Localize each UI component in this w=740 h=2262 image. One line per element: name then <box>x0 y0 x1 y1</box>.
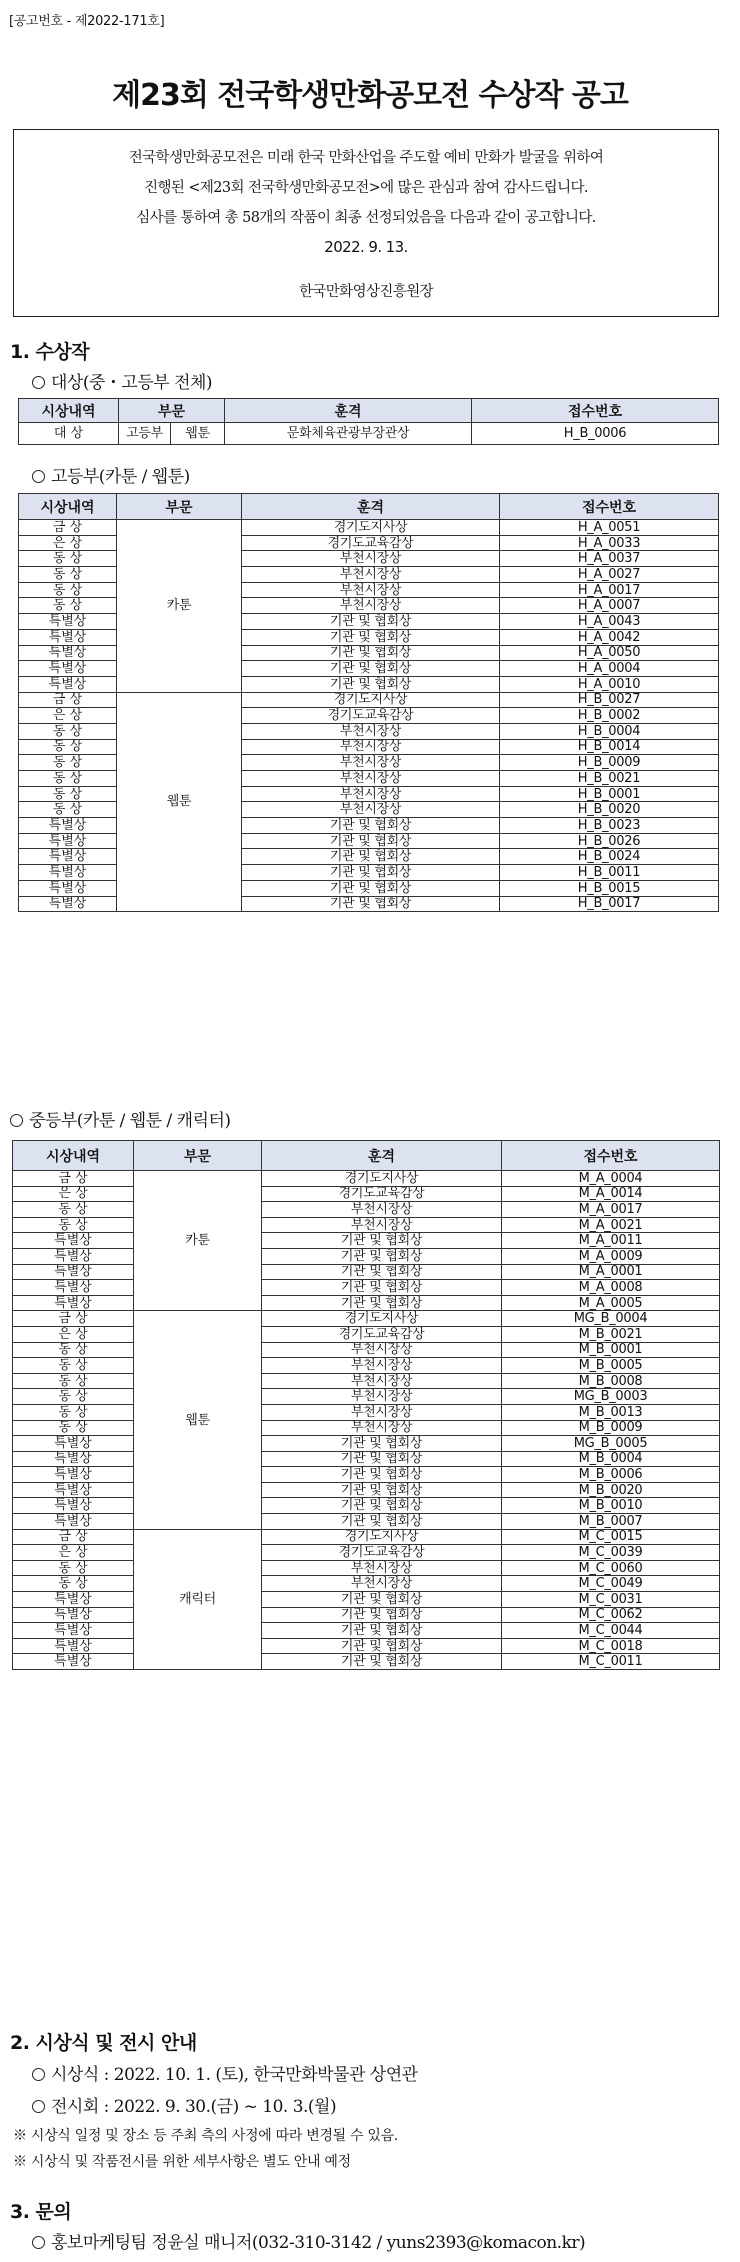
award-cell: 기관 및 협회상 <box>242 880 500 896</box>
code-cell: M_A_0008 <box>502 1280 720 1296</box>
ceremony-info-text: 시상식 : 2022. 10. 1. (토), 한국만화박물관 상연관 <box>51 2065 418 2085</box>
award-cell: 문화체육관광부장관상 <box>225 423 472 445</box>
category-cell: 웹툰 <box>134 1311 262 1529</box>
code-cell: H_B_0002 <box>500 708 719 724</box>
code-cell: M_B_0001 <box>502 1342 720 1358</box>
rank-cell: 동 상 <box>13 1420 134 1436</box>
rank-cell: 특별상 <box>13 1280 134 1296</box>
rank-cell: 특별상 <box>19 849 117 865</box>
code-cell: H_A_0007 <box>500 598 719 614</box>
code-cell: M_C_0015 <box>502 1529 720 1545</box>
award-cell: 부천시장상 <box>242 786 500 802</box>
award-cell: 부천시장상 <box>242 739 500 755</box>
code-cell: M_C_0049 <box>502 1576 720 1592</box>
award-cell: 기관 및 협회상 <box>242 661 500 677</box>
rank-cell: 은 상 <box>19 535 117 551</box>
table-row <box>13 1576 720 1592</box>
table-row <box>13 1202 720 1218</box>
grand-prize-table <box>18 398 719 445</box>
award-cell: 기관 및 협회상 <box>262 1498 502 1514</box>
award-cell: 부천시장상 <box>262 1420 502 1436</box>
award-cell: 기관 및 협회상 <box>262 1623 502 1639</box>
award-cell: 경기도교육감상 <box>262 1186 502 1202</box>
column-header: 훈격 <box>262 1141 502 1171</box>
column-header: 부문 <box>119 399 225 423</box>
rank-cell: 동 상 <box>19 598 117 614</box>
award-cell: 부천시장상 <box>262 1576 502 1592</box>
table-row <box>13 1358 720 1374</box>
rank-cell: 은 상 <box>19 708 117 724</box>
table-row <box>13 1171 720 1187</box>
award-cell: 부천시장상 <box>242 771 500 787</box>
award-cell: 기관 및 협회상 <box>242 629 500 645</box>
award-cell: 기관 및 협회상 <box>242 645 500 661</box>
rank-cell: 동 상 <box>13 1342 134 1358</box>
rank-cell: 특별상 <box>19 818 117 834</box>
award-cell: 기관 및 협회상 <box>262 1295 502 1311</box>
contact-info-text: 홍보마케팅팀 정윤실 매니저(032-310-3142 / yuns2393@komacon.kr) <box>51 2233 586 2253</box>
rank-cell: 동 상 <box>13 1217 134 1233</box>
high-school-label-text: 고등부(카툰 / 웹툰) <box>51 467 190 487</box>
award-cell: 기관 및 협회상 <box>262 1233 502 1249</box>
code-cell: H_A_0017 <box>500 582 719 598</box>
rank-cell: 특별상 <box>13 1482 134 1498</box>
table-row <box>19 520 719 536</box>
rank-cell: 동 상 <box>13 1576 134 1592</box>
table-row <box>13 1233 720 1249</box>
code-cell: MG_B_0005 <box>502 1436 720 1452</box>
rank-cell: 대 상 <box>19 423 119 445</box>
code-cell: H_B_0009 <box>500 755 719 771</box>
table-row <box>13 1217 720 1233</box>
award-cell: 부천시장상 <box>242 598 500 614</box>
middle-school-table <box>12 1140 720 1670</box>
intro-issuer: 한국만화영상진흥원장 <box>298 284 434 300</box>
award-cell: 부천시장상 <box>262 1358 502 1374</box>
award-cell: 기관 및 협회상 <box>262 1514 502 1530</box>
rank-cell: 특별상 <box>19 676 117 692</box>
circle-bullet-icon <box>32 2236 45 2249</box>
table-row <box>13 1545 720 1561</box>
notice-number: [공고번호 - 제2022-171호] <box>9 14 165 29</box>
rank-cell: 특별상 <box>19 896 117 912</box>
category-cell: 웹툰 <box>117 692 242 912</box>
rank-cell: 동 상 <box>13 1404 134 1420</box>
table-row <box>13 1560 720 1576</box>
code-cell: M_B_0007 <box>502 1514 720 1530</box>
award-cell: 부천시장상 <box>242 755 500 771</box>
award-cell: 기관 및 협회상 <box>262 1482 502 1498</box>
rank-cell: 특별상 <box>13 1467 134 1483</box>
award-cell: 경기도지사상 <box>242 520 500 536</box>
table-row <box>13 1467 720 1483</box>
award-cell: 경기도교육감상 <box>262 1326 502 1342</box>
middle-school-label <box>10 1106 231 1131</box>
award-cell: 부천시장상 <box>242 802 500 818</box>
code-cell: M_B_0005 <box>502 1358 720 1374</box>
code-cell: M_B_0020 <box>502 1482 720 1498</box>
code-cell: M_B_0006 <box>502 1467 720 1483</box>
column-header: 훈격 <box>242 494 500 520</box>
rank-cell: 은 상 <box>13 1326 134 1342</box>
award-cell: 기관 및 협회상 <box>262 1451 502 1467</box>
code-cell: M_B_0008 <box>502 1373 720 1389</box>
rank-cell: 특별상 <box>13 1607 134 1623</box>
table-row <box>13 1186 720 1202</box>
rank-cell: 동 상 <box>13 1202 134 1218</box>
category-cell: 캐릭터 <box>134 1529 262 1669</box>
award-cell: 기관 및 협회상 <box>262 1280 502 1296</box>
rank-cell: 특별상 <box>13 1451 134 1467</box>
category-cell: 카툰 <box>134 1171 262 1311</box>
column-header: 접수번호 <box>472 399 719 423</box>
code-cell: M_A_0005 <box>502 1295 720 1311</box>
rank-cell: 특별상 <box>13 1514 134 1530</box>
rank-cell: 동 상 <box>13 1358 134 1374</box>
table-row <box>13 1295 720 1311</box>
code-cell: H_A_0042 <box>500 629 719 645</box>
table-row <box>13 1248 720 1264</box>
award-cell: 기관 및 협회상 <box>242 676 500 692</box>
rank-cell: 특별상 <box>13 1233 134 1249</box>
award-cell: 기관 및 협회상 <box>242 849 500 865</box>
code-cell: MG_B_0004 <box>502 1311 720 1327</box>
award-cell: 경기도지사상 <box>262 1529 502 1545</box>
award-cell: 기관 및 협회상 <box>262 1592 502 1608</box>
award-cell: 부천시장상 <box>262 1404 502 1420</box>
column-header: 시상내역 <box>19 399 119 423</box>
contact-info <box>32 2228 585 2253</box>
rank-cell: 금 상 <box>19 520 117 536</box>
circle-bullet-icon <box>32 2100 45 2113</box>
rank-cell: 동 상 <box>19 582 117 598</box>
rank-cell: 특별상 <box>19 865 117 881</box>
rank-cell: 특별상 <box>13 1638 134 1654</box>
note: ※ 시상식 및 작품전시를 위한 세부사항은 별도 안내 예정 <box>13 2154 351 2170</box>
rank-cell: 특별상 <box>13 1592 134 1608</box>
award-cell: 기관 및 협회상 <box>262 1638 502 1654</box>
grand-prize-label-text: 대상(중・고등부 전체) <box>51 373 213 393</box>
code-cell: M_B_0004 <box>502 1451 720 1467</box>
award-cell: 경기도교육감상 <box>242 535 500 551</box>
award-cell: 부천시장상 <box>262 1373 502 1389</box>
award-cell: 기관 및 협회상 <box>262 1436 502 1452</box>
code-cell: M_A_0021 <box>502 1217 720 1233</box>
page-title: 제23회 전국학생만화공모전 수상작 공고 <box>112 78 628 113</box>
rank-cell: 특별상 <box>13 1654 134 1670</box>
table-row <box>13 1482 720 1498</box>
code-cell: H_B_0004 <box>500 723 719 739</box>
rank-cell: 특별상 <box>13 1295 134 1311</box>
code-cell: H_B_0015 <box>500 880 719 896</box>
rank-cell: 금 상 <box>13 1529 134 1545</box>
category-cell: 웹툰 <box>171 423 225 445</box>
award-cell: 기관 및 협회상 <box>242 896 500 912</box>
rank-cell: 특별상 <box>13 1498 134 1514</box>
intro-line: 전국학생만화공모전은 미래 한국 만화산업을 주도할 예비 만화가 발굴을 위하여 <box>128 150 604 166</box>
table-row <box>13 1342 720 1358</box>
table-row <box>13 1451 720 1467</box>
table-row <box>13 1311 720 1327</box>
code-cell: M_B_0010 <box>502 1498 720 1514</box>
table-row <box>13 1607 720 1623</box>
category-cell: 카툰 <box>117 520 242 693</box>
award-cell: 기관 및 협회상 <box>262 1467 502 1483</box>
section2-heading: 2. 시상식 및 전시 안내 <box>10 2032 197 2054</box>
code-cell: H_B_0020 <box>500 802 719 818</box>
rank-cell: 금 상 <box>19 692 117 708</box>
code-cell: H_B_0011 <box>500 865 719 881</box>
award-cell: 부천시장상 <box>262 1342 502 1358</box>
rank-cell: 동 상 <box>13 1389 134 1405</box>
rank-cell: 동 상 <box>19 802 117 818</box>
exhibition-info <box>32 2092 336 2117</box>
code-cell: M_A_0009 <box>502 1248 720 1264</box>
code-cell: M_A_0004 <box>502 1171 720 1187</box>
rank-cell: 특별상 <box>19 833 117 849</box>
circle-bullet-icon <box>32 470 45 483</box>
code-cell: H_B_0001 <box>500 786 719 802</box>
award-cell: 기관 및 협회상 <box>242 614 500 630</box>
award-cell: 기관 및 협회상 <box>262 1607 502 1623</box>
award-cell: 경기도교육감상 <box>242 708 500 724</box>
circle-bullet-icon <box>10 1114 23 1127</box>
rank-cell: 동 상 <box>13 1560 134 1576</box>
circle-bullet-icon <box>32 2068 45 2081</box>
high-school-label <box>32 462 190 487</box>
rank-cell: 금 상 <box>13 1171 134 1187</box>
code-cell: M_C_0062 <box>502 1607 720 1623</box>
table-row <box>19 692 719 708</box>
code-cell: M_C_0060 <box>502 1560 720 1576</box>
rank-cell: 동 상 <box>19 771 117 787</box>
table-row <box>19 423 719 445</box>
level-cell: 고등부 <box>119 423 171 445</box>
code-cell: H_B_0014 <box>500 739 719 755</box>
rank-cell: 특별상 <box>19 629 117 645</box>
rank-cell: 특별상 <box>19 661 117 677</box>
code-cell: M_C_0044 <box>502 1623 720 1639</box>
award-cell: 경기도지사상 <box>262 1311 502 1327</box>
rank-cell: 특별상 <box>19 614 117 630</box>
code-cell: M_A_0011 <box>502 1233 720 1249</box>
code-cell: H_A_0027 <box>500 567 719 583</box>
award-cell: 기관 및 협회상 <box>262 1264 502 1280</box>
section3-heading: 3. 문의 <box>10 2201 72 2223</box>
grand-prize-label <box>32 368 212 393</box>
code-cell: M_A_0014 <box>502 1186 720 1202</box>
rank-cell: 동 상 <box>19 551 117 567</box>
award-cell: 기관 및 협회상 <box>242 833 500 849</box>
table-row <box>13 1638 720 1654</box>
column-header: 접수번호 <box>500 494 719 520</box>
table-row <box>13 1529 720 1545</box>
code-cell: M_C_0039 <box>502 1545 720 1561</box>
table-row <box>13 1326 720 1342</box>
code-cell: H_A_0050 <box>500 645 719 661</box>
table-row <box>13 1264 720 1280</box>
rank-cell: 동 상 <box>19 786 117 802</box>
intro-box <box>13 129 719 317</box>
table-row <box>13 1280 720 1296</box>
code-cell: H_B_0026 <box>500 833 719 849</box>
column-header: 부문 <box>134 1141 262 1171</box>
award-cell: 부천시장상 <box>242 723 500 739</box>
code-cell: M_A_0001 <box>502 1264 720 1280</box>
section1-heading: 1. 수상작 <box>10 341 90 363</box>
code-cell: H_A_0004 <box>500 661 719 677</box>
award-cell: 부천시장상 <box>262 1389 502 1405</box>
award-cell: 기관 및 협회상 <box>262 1654 502 1670</box>
column-header: 접수번호 <box>502 1141 720 1171</box>
table-row <box>13 1373 720 1389</box>
high-school-table <box>18 493 719 912</box>
table-row <box>13 1592 720 1608</box>
rank-cell: 은 상 <box>13 1186 134 1202</box>
award-cell: 부천시장상 <box>242 567 500 583</box>
code-cell: MG_B_0003 <box>502 1389 720 1405</box>
code-cell: H_B_0021 <box>500 771 719 787</box>
rank-cell: 은 상 <box>13 1545 134 1561</box>
note: ※ 시상식 일정 및 장소 등 주최 측의 사정에 따라 변경될 수 있음. <box>13 2128 399 2144</box>
award-cell: 경기도지사상 <box>242 692 500 708</box>
table-row <box>13 1420 720 1436</box>
award-cell: 경기도교육감상 <box>262 1545 502 1561</box>
code-cell: M_A_0017 <box>502 1202 720 1218</box>
column-header: 훈격 <box>225 399 472 423</box>
code-cell: H_A_0043 <box>500 614 719 630</box>
award-cell: 경기도지사상 <box>262 1171 502 1187</box>
table-row <box>13 1436 720 1452</box>
code-cell: M_B_0021 <box>502 1326 720 1342</box>
rank-cell: 특별상 <box>19 880 117 896</box>
code-cell: H_A_0033 <box>500 535 719 551</box>
rank-cell: 동 상 <box>19 567 117 583</box>
code-cell: H_B_0027 <box>500 692 719 708</box>
award-cell: 부천시장상 <box>262 1202 502 1218</box>
code-cell: H_A_0051 <box>500 520 719 536</box>
intro-line: 진행된 <제23회 전국학생만화공모전>에 많은 관심과 참여 감사드립니다. <box>144 180 588 196</box>
code-cell: H_B_0006 <box>472 423 719 445</box>
middle-school-label-text: 중등부(카툰 / 웹툰 / 캐릭터) <box>29 1111 231 1131</box>
award-cell: 부천시장상 <box>262 1217 502 1233</box>
code-cell: M_C_0018 <box>502 1638 720 1654</box>
code-cell: M_B_0013 <box>502 1404 720 1420</box>
award-cell: 부천시장상 <box>242 582 500 598</box>
column-header: 부문 <box>117 494 242 520</box>
code-cell: H_B_0024 <box>500 849 719 865</box>
award-cell: 부천시장상 <box>242 551 500 567</box>
rank-cell: 특별상 <box>13 1436 134 1452</box>
code-cell: M_C_0011 <box>502 1654 720 1670</box>
table-row <box>13 1404 720 1420</box>
code-cell: H_B_0017 <box>500 896 719 912</box>
table-row <box>13 1654 720 1670</box>
table-row <box>13 1623 720 1639</box>
award-cell: 부천시장상 <box>262 1560 502 1576</box>
code-cell: M_B_0009 <box>502 1420 720 1436</box>
rank-cell: 동 상 <box>13 1373 134 1389</box>
rank-cell: 동 상 <box>19 723 117 739</box>
table-row <box>13 1498 720 1514</box>
code-cell: H_A_0037 <box>500 551 719 567</box>
rank-cell: 특별상 <box>13 1248 134 1264</box>
rank-cell: 특별상 <box>13 1623 134 1639</box>
rank-cell: 금 상 <box>13 1311 134 1327</box>
circle-bullet-icon <box>32 376 45 389</box>
award-cell: 기관 및 협회상 <box>242 865 500 881</box>
column-header: 시상내역 <box>19 494 117 520</box>
column-header: 시상내역 <box>13 1141 134 1171</box>
rank-cell: 동 상 <box>19 755 117 771</box>
rank-cell: 동 상 <box>19 739 117 755</box>
intro-date: 2022. 9. 13. <box>324 238 408 256</box>
rank-cell: 특별상 <box>13 1264 134 1280</box>
rank-cell: 특별상 <box>19 645 117 661</box>
code-cell: H_B_0023 <box>500 818 719 834</box>
table-row <box>13 1389 720 1405</box>
intro-line: 심사를 통하여 총 58개의 작품이 최종 선정되었음을 다음과 같이 공고합니다. <box>136 210 596 226</box>
ceremony-info <box>32 2060 418 2085</box>
exhibition-info-text: 전시회 : 2022. 9. 30.(금) ~ 10. 3.(월) <box>51 2097 337 2117</box>
code-cell: M_C_0031 <box>502 1592 720 1608</box>
code-cell: H_A_0010 <box>500 676 719 692</box>
award-cell: 기관 및 협회상 <box>242 818 500 834</box>
award-cell: 기관 및 협회상 <box>262 1248 502 1264</box>
table-row <box>13 1514 720 1530</box>
